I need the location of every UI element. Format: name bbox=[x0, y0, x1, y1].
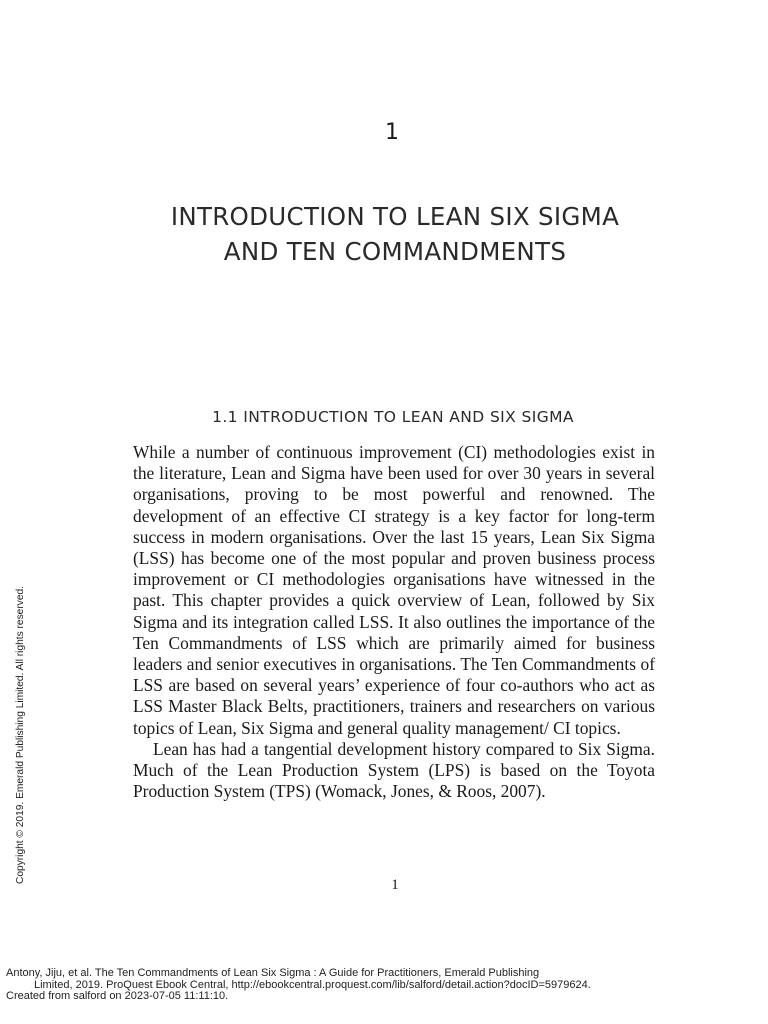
chapter-number: 1 bbox=[385, 120, 399, 145]
section-heading: 1.1 INTRODUCTION TO LEAN AND SIX SIGMA bbox=[212, 408, 574, 426]
footer-citation-line-2: Limited, 2019. ProQuest Ebook Central, http://ebookcentral.proquest.com/lib/salford/detail.action?docID=5979624. bbox=[34, 978, 591, 991]
footer-citation bbox=[6, 968, 591, 1003]
body-paragraph-2: Lean has had a tangential development history compared to Six Sigma. Much of the Lean Production System (LPS) is based on the Toyota Production System (TPS) (Womack, Jones, & Roos, 2007). bbox=[133, 738, 655, 802]
footer-citation-line-3: Created from salford on 2023-07-05 11:11:10. bbox=[6, 990, 229, 1002]
page-number: 1 bbox=[391, 877, 399, 893]
body-paragraph-1: While a number of continuous improvement (CI) methodologies exist in the literature, Lean and Sigma have been used for over 30 years in several organisations, proving to be most powerful and renowned. The development of an effective CI strategy is a key factor for long-term success in modern organisations. Over the last 15 years, Lean Six Sigma (LSS) has become one of the most popular and proven business process improvement or CI methodologies organisations have witnessed in the past. This chapter provides a quick overview of Lean, followed by Six Sigma and its integration called LSS. It also outlines the importance of the Ten Commandments of LSS which are primarily aimed for business leaders and senior executives in organisations. The Ten Commandments of LSS are based on several years’ experience of four co-authors who act as LSS Master Black Belts, practitioners, trainers and researchers on various topics of Lean, Six Sigma and general quality management/ CI topics. bbox=[133, 442, 655, 738]
chapter-title: INTRODUCTION TO LEAN SIX SIGMA AND TEN COMMANDMENTS bbox=[170, 202, 620, 266]
footer-citation-line-1: Antony, Jiju, et al. The Ten Commandments of Lean Six Sigma : A Guide for Practitioners, Emerald Publishing bbox=[6, 967, 540, 979]
side-copyright-notice: Copyright © 2019. Emerald Publishing Limited. All rights reserved. bbox=[15, 586, 26, 884]
body-text bbox=[133, 442, 655, 802]
